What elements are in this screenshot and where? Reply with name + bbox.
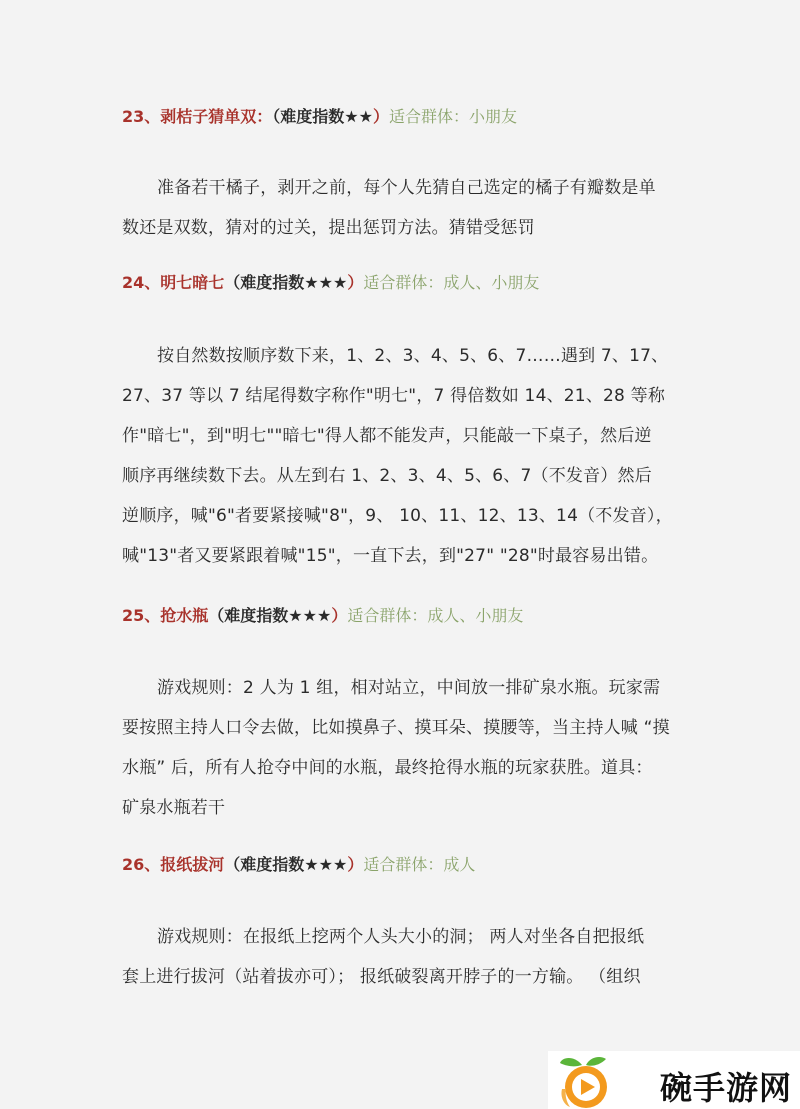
body-line: 水瓶” 后，所有人抢夺中间的水瓶，最终抢得水瓶的玩家获胜。道具：: [122, 758, 653, 778]
difficulty-close: ）: [347, 273, 364, 292]
body-line: 要按照主持人口令去做，比如摸鼻子、摸耳朵、摸腰等，当主持人喊 “摸: [122, 718, 670, 738]
orange-play-logo-icon: [556, 1055, 616, 1109]
section-body: [122, 917, 682, 997]
section-title: 23、剥桔子猜单双：: [122, 107, 273, 126]
difficulty-close: ）: [372, 107, 389, 126]
section-body: [122, 336, 682, 576]
section-heading: [122, 854, 682, 876]
body-line: 矿泉水瓶若干: [122, 798, 226, 818]
body-line: 27、37 等以 7 结尾得数字称作"明七"，7 得倍数如 14、21、28 等称: [122, 386, 666, 406]
audience-label: 适合群体：小朋友: [389, 107, 518, 126]
body-line: 按自然数按顺序数下来，1、2、3、4、5、6、7……遇到 7、17、: [157, 346, 669, 366]
difficulty-stars: ★★★: [304, 273, 348, 292]
section-body: [122, 168, 682, 248]
difficulty-close: ）: [347, 855, 364, 874]
body-line: 游戏规则：在报纸上挖两个人头大小的洞； 两人对坐各自把报纸: [157, 927, 645, 947]
body-line: 套上进行拔河（站着拔亦可）； 报纸破裂离开脖子的一方输。 （组织: [122, 967, 641, 987]
body-line: 顺序再继续数下去。从左到右 1、2、3、4、5、6、7（不发音）然后: [122, 466, 652, 486]
audience-label: 适合群体：成人: [363, 855, 476, 874]
section-body: [122, 668, 682, 828]
section-24: [122, 272, 682, 576]
section-heading: [122, 272, 682, 294]
section-title: 25、抢水瓶: [122, 606, 209, 625]
section-25: [122, 605, 682, 828]
difficulty-label: （难度指数: [224, 273, 305, 292]
body-line: 逆顺序，喊"6"者要紧接喊"8"，9、 10、11、12、13、14（不发音），: [122, 506, 673, 526]
difficulty-label: （难度指数: [272, 107, 345, 126]
section-title: 26、报纸拔河: [122, 855, 225, 874]
body-line: 作"暗七"，到"明七""暗七"得人都不能发声，只能敲一下桌子，然后逆: [122, 426, 652, 446]
difficulty-label: （难度指数: [208, 606, 289, 625]
difficulty-close: ）: [331, 606, 348, 625]
difficulty-stars: ★★★: [304, 855, 348, 874]
section-23: [122, 106, 682, 248]
difficulty-stars: ★★: [344, 107, 373, 126]
audience-label: 适合群体：成人、小朋友: [363, 273, 540, 292]
body-line: 游戏规则：2 人为 1 组，相对站立，中间放一排矿泉水瓶。玩家需: [157, 678, 661, 698]
section-26: [122, 854, 682, 997]
section-title: 24、明七暗七: [122, 273, 225, 292]
watermark-text: 碗手游网: [660, 1069, 793, 1107]
body-line: 喊"13"者又要紧跟着喊"15"，一直下去，到"27" "28"时最容易出错。: [122, 546, 659, 566]
audience-label: 适合群体：成人、小朋友: [347, 606, 524, 625]
section-heading: [122, 106, 682, 128]
difficulty-label: （难度指数: [224, 855, 305, 874]
body-line: 数还是双数，猜对的过关，提出惩罚方法。猜错受惩罚: [122, 218, 535, 238]
difficulty-stars: ★★★: [288, 606, 332, 625]
section-heading: [122, 605, 682, 627]
site-watermark: [548, 1051, 800, 1109]
body-line: 准备若干橘子，剥开之前，每个人先猜自己选定的橘子有瓣数是单: [157, 178, 656, 198]
